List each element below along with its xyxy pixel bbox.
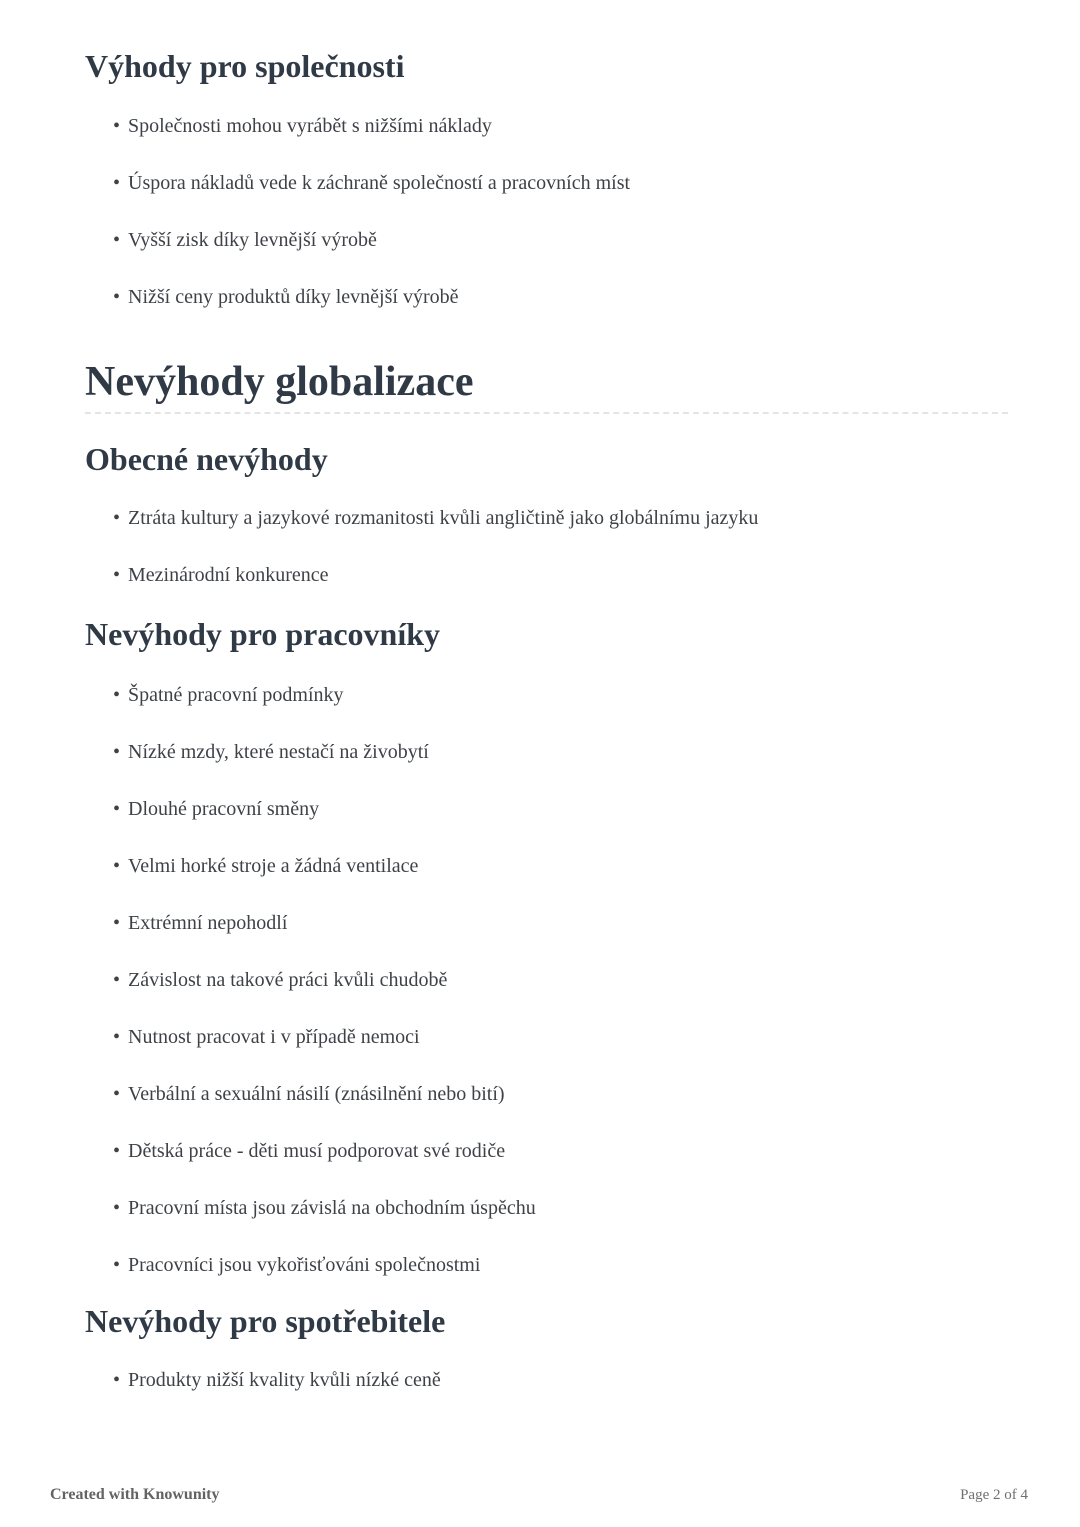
- bullet-icon: •: [113, 1026, 121, 1048]
- list-item-text: Společnosti mohou vyrábět s nižšími náklady: [128, 115, 492, 137]
- list-item-text: Dlouhé pracovní směny: [128, 798, 320, 820]
- list-item-text: Úspora nákladů vede k záchraně společností a pracovních míst: [128, 172, 631, 194]
- page-footer: [0, 1486, 1080, 1504]
- bullet-list-nevyhody-pro-spotrebitele: [85, 1368, 1008, 1392]
- heading-nevyhody-pro-spotrebitele: Nevýhody pro spotřebitele: [85, 1303, 446, 1339]
- bullet-icon: •: [113, 172, 121, 194]
- list-item-text: Dětská práce - děti musí podporovat své rodiče: [128, 1140, 506, 1162]
- bullet-icon: •: [113, 855, 121, 877]
- bullet-icon: •: [113, 741, 121, 763]
- bullet-icon: •: [113, 969, 121, 991]
- list-item-text: Produkty nižší kvality kvůli nízké ceně: [128, 1369, 441, 1391]
- list-item-text: Velmi horké stroje a žádná ventilace: [128, 855, 419, 877]
- bullet-icon: •: [113, 1083, 121, 1105]
- heading-nevyhody-pro-pracovniky: Nevýhody pro pracovníky: [85, 616, 441, 652]
- list-item: [85, 228, 1008, 252]
- list-item: [85, 1139, 1008, 1163]
- bullet-icon: •: [113, 507, 121, 529]
- bullet-list-nevyhody-pro-pracovniky: [85, 683, 1008, 1277]
- list-item-text: Špatné pracovní podmínky: [128, 684, 344, 706]
- list-item: [85, 1025, 1008, 1049]
- bullet-icon: •: [113, 286, 121, 308]
- heading-vyhody-pro-spolecnosti: Výhody pro společnosti: [85, 48, 405, 84]
- bullet-icon: •: [113, 1369, 121, 1391]
- bullet-icon: •: [113, 1197, 121, 1219]
- bullet-icon: •: [113, 564, 121, 586]
- bullet-icon: •: [113, 798, 121, 820]
- bullet-icon: •: [113, 115, 121, 137]
- footer-branding: Created with Knowunity: [50, 1486, 220, 1503]
- list-item: [85, 563, 1008, 587]
- bullet-icon: •: [113, 1140, 121, 1162]
- list-item-text: Nízké mzdy, které nestačí na živobytí: [128, 741, 429, 763]
- bullet-icon: •: [113, 684, 121, 706]
- list-item: [85, 1368, 1008, 1392]
- list-item-text: Pracovní místa jsou závislá na obchodním úspěchu: [128, 1197, 536, 1219]
- list-item: [85, 1253, 1008, 1277]
- list-item: [85, 740, 1008, 764]
- list-item: [85, 1082, 1008, 1106]
- list-item-text: Mezinárodní konkurence: [128, 564, 329, 586]
- list-item-text: Nižší ceny produktů díky levnější výrobě: [128, 286, 459, 308]
- list-item: [85, 171, 1008, 195]
- list-item: [85, 1196, 1008, 1220]
- list-item: [85, 911, 1008, 935]
- list-item-text: Ztráta kultury a jazykové rozmanitosti kvůli angličtině jako globálnímu jazyku: [128, 507, 759, 529]
- bullet-icon: •: [113, 229, 121, 251]
- list-item-text: Extrémní nepohodlí: [128, 912, 288, 934]
- heading-obecne-nevyhody: Obecné nevýhody: [85, 441, 328, 477]
- list-item-text: Verbální a sexuální násilí (znásilnění nebo bití): [128, 1083, 505, 1105]
- bullet-icon: •: [113, 912, 121, 934]
- list-item-text: Nutnost pracovat i v případě nemoci: [128, 1026, 420, 1048]
- list-item-text: Závislost na takové práci kvůli chudobě: [128, 969, 448, 991]
- list-item: [85, 285, 1008, 309]
- list-item: [85, 854, 1008, 878]
- list-item-text: Pracovníci jsou vykořisťováni společnostmi: [128, 1254, 481, 1276]
- list-item: [85, 114, 1008, 138]
- bullet-list-obecne-nevyhody: [85, 506, 1008, 587]
- list-item: [85, 506, 1008, 530]
- bullet-list-vyhody-pro-spolecnosti: [85, 114, 1008, 309]
- heading-nevyhody-globalizace: Nevýhody globalizace: [85, 356, 1008, 414]
- bullet-icon: •: [113, 1254, 121, 1276]
- list-item-text: Vyšší zisk díky levnější výrobě: [128, 229, 377, 251]
- list-item: [85, 797, 1008, 821]
- list-item: [85, 683, 1008, 707]
- page-number: Page 2 of 4: [960, 1487, 1028, 1503]
- list-item: [85, 968, 1008, 992]
